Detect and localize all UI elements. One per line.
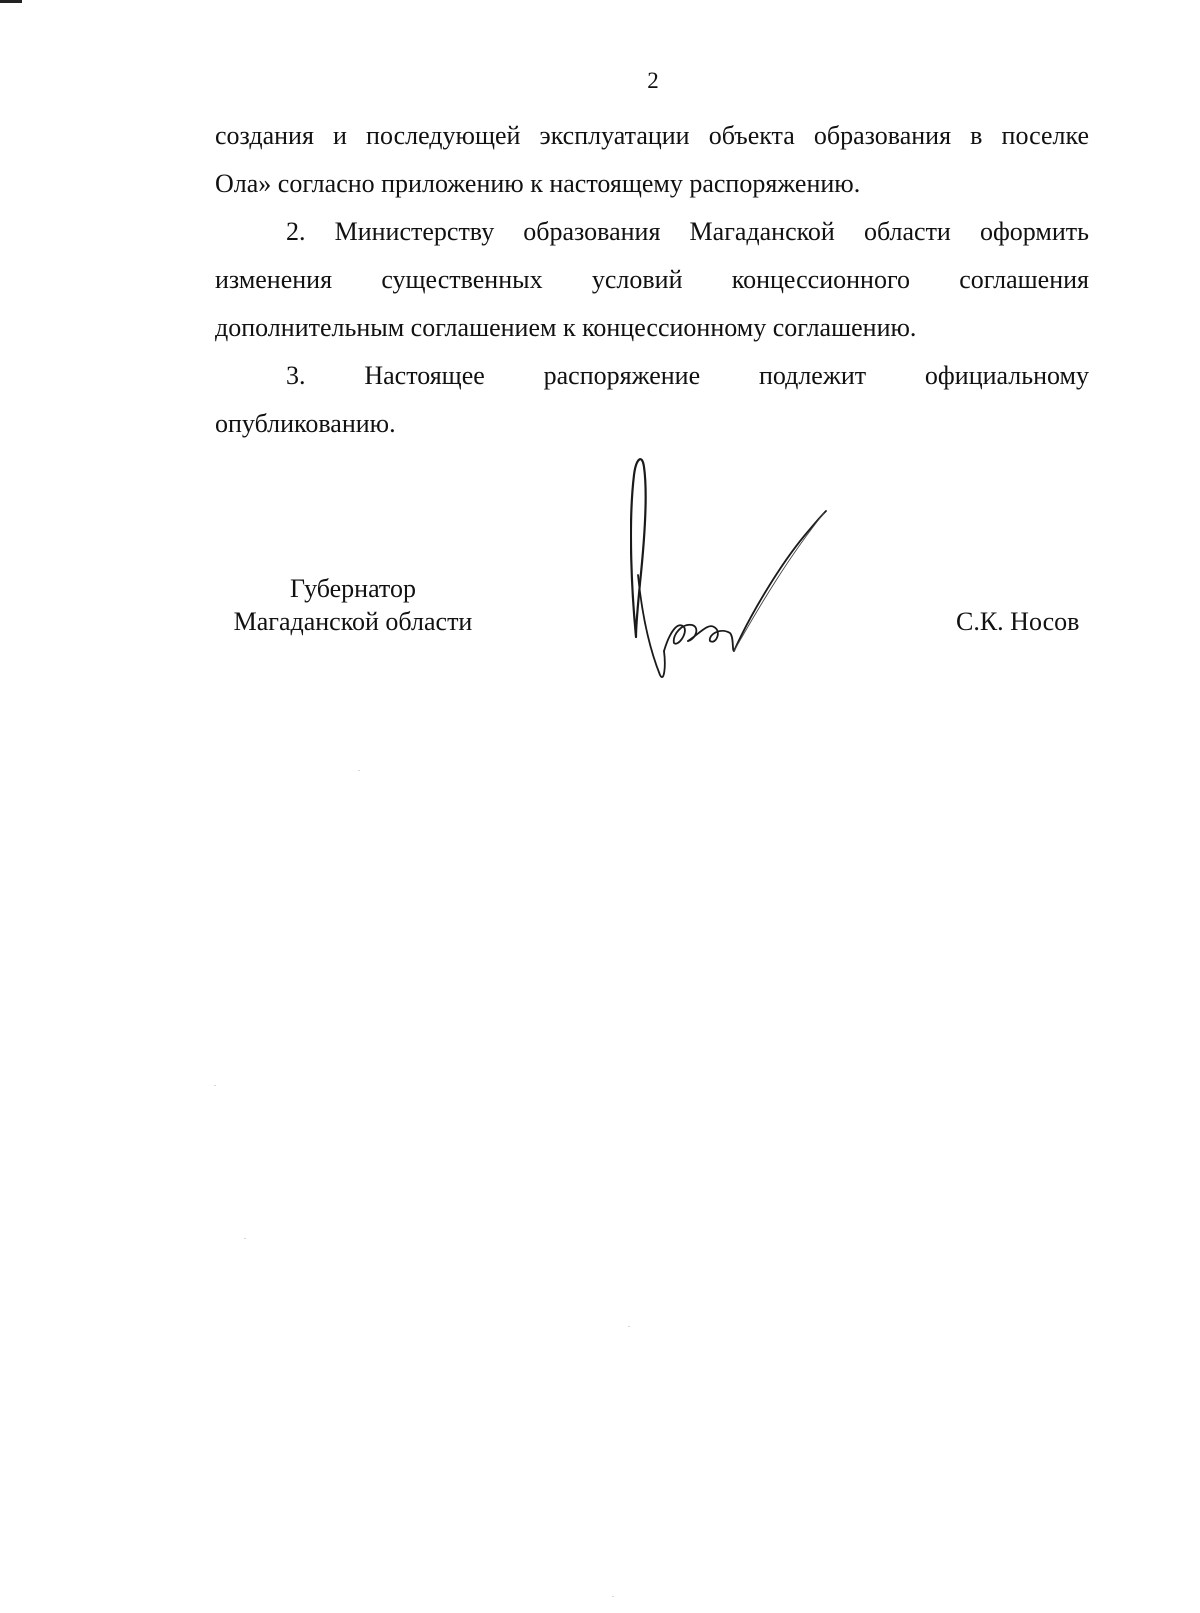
scan-speck xyxy=(612,1596,614,1597)
paragraph-3 xyxy=(215,352,1089,448)
paragraph-2 xyxy=(215,208,1089,352)
handwritten-signature xyxy=(630,455,860,695)
page-number: 2 xyxy=(647,68,659,93)
scan-speck xyxy=(214,1085,216,1086)
paragraph-line: дополнительным соглашением к концессионному соглашению. xyxy=(215,313,917,342)
paragraph-line: Ола» согласно приложению к настоящему распоряжению. xyxy=(215,169,861,198)
paragraph-line: 3. Настоящее распоряжение подлежит официальному xyxy=(286,361,1089,390)
position-region: Магаданской области xyxy=(233,607,473,636)
paragraph-line: создания и последующей эксплуатации объекта образования в поселке xyxy=(215,121,1089,150)
paragraph-line: опубликованию. xyxy=(215,409,396,438)
paragraph-line: изменения существенных условий концессионного соглашения xyxy=(215,265,1089,294)
paragraph-line: 2. Министерству образования Магаданской области оформить xyxy=(286,217,1089,246)
paragraph-1 xyxy=(215,112,1089,208)
position-title: Губернатор xyxy=(290,574,416,603)
scan-speck xyxy=(628,1326,630,1327)
scan-speck xyxy=(358,770,360,771)
scan-speck xyxy=(244,1238,246,1239)
scan-corner-mark xyxy=(0,0,22,3)
signer-name: С.К. Носов xyxy=(956,607,1080,636)
signatory-position xyxy=(213,572,493,638)
